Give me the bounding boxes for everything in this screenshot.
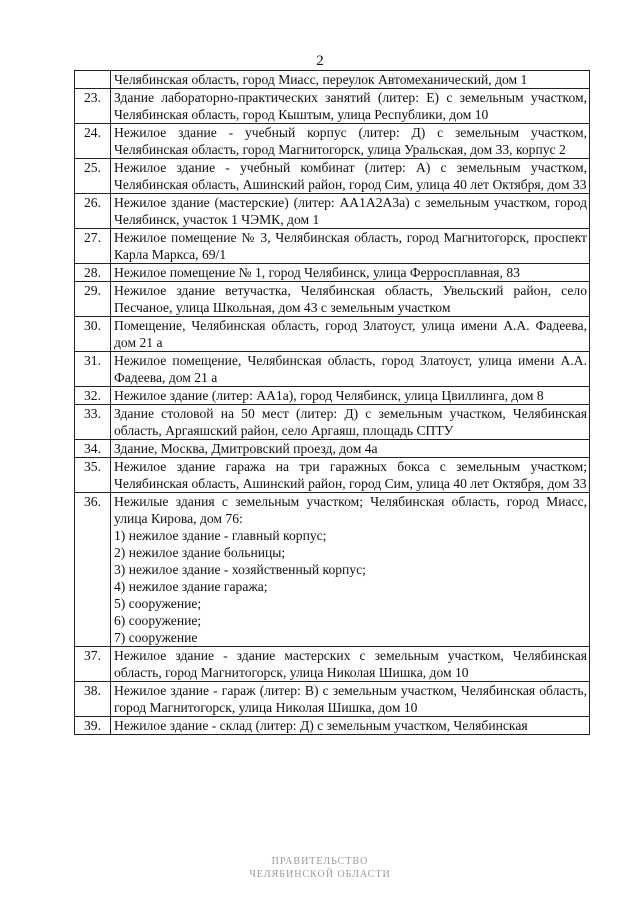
row-text: Здание лабораторно-практических занятий (литер: Е) с земельным участком, Челябинская область, город Кыштым, улица Республики, дом 10 [114,90,587,122]
row-description [111,405,590,440]
row-sub-item: 7) сооружение [114,630,198,645]
table-row [75,405,590,440]
row-text: Нежилое здание - гараж (литер: В) с земельным участком, Челябинская область, город Магнитогорск, улица Николая Шишка, дом 10 [114,683,587,715]
row-number: 23. [75,89,111,124]
row-text: Помещение, Челябинская область, город Златоуст, улица имени А.А. Фадеева, дом 21 а [114,318,587,350]
row-text: Нежилое здание (литер: АА1а), город Челябинск, улица Цвиллинга, дом 8 [114,388,544,403]
row-number: 36. [75,493,111,647]
row-number: 34. [75,440,111,458]
row-number: 25. [75,159,111,194]
row-number: 30. [75,317,111,352]
row-description [111,317,590,352]
row-description [111,264,590,282]
table-row [75,647,590,682]
row-number: 35. [75,458,111,493]
row-sub-item: 4) нежилое здание гаража; [114,579,268,594]
row-sub-item: 2) нежилое здание больницы; [114,545,286,560]
row-text: Нежилое здание - учебный корпус (литер: Д) с земельным участком, Челябинская область, город Магнитогорск, улица Уральская, дом 33, корпус 2 [114,125,587,157]
row-text: Нежилое здание гаража на три гаражных бокса с земельным участком; Челябинская область, Ашинский район, город Сим, улица 40 лет Октября, дом 33 [114,459,587,491]
row-description [111,352,590,387]
table-row [75,682,590,717]
row-description [111,458,590,493]
row-description [111,71,590,89]
table-row [75,194,590,229]
row-description [111,440,590,458]
row-description [111,647,590,682]
table-row [75,282,590,317]
table-row [75,458,590,493]
row-text: Нежилое здание - учебный комбинат (литер: А) с земельным участком, Челябинская область, Ашинский район, город Сим, улица 40 лет Октября, дом 33 [114,160,587,192]
row-number: 24. [75,124,111,159]
row-number: 29. [75,282,111,317]
row-sub-item: 3) нежилое здание - хозяйственный корпус; [114,562,366,577]
table-row [75,493,590,647]
row-description [111,682,590,717]
table-row [75,317,590,352]
row-sub-item: 5) сооружение; [114,596,202,611]
row-number: 28. [75,264,111,282]
table-row [75,159,590,194]
row-description [111,194,590,229]
row-text: Здание столовой на 50 мест (литер: Д) с земельным участком, Челябинская область, Аргаяшский район, село Аргаяш, площадь СПТУ [114,406,587,438]
row-sub-item: 6) сооружение; [114,613,202,628]
row-description [111,493,590,647]
table-body [75,71,590,735]
table-row [75,264,590,282]
row-description [111,387,590,405]
table-row [75,229,590,264]
row-description [111,89,590,124]
row-sub-item: 1) нежилое здание - главный корпус; [114,528,327,543]
table-row [75,440,590,458]
row-description [111,159,590,194]
table-row [75,387,590,405]
row-text: Нежилые здания с земельным участком; Челябинская область, город Миасс, улица Кирова, дом 76: [114,494,587,526]
row-description [111,229,590,264]
table-row [75,124,590,159]
property-list-table [74,70,590,735]
row-text: Челябинская область, город Миасс, переулок Автомеханический, дом 1 [114,72,528,87]
row-number: 37. [75,647,111,682]
row-text: Нежилое здание ветучастка, Челябинская область, Увельский район, село Песчаное, улица Школьная, дом 43 с земельным участком [114,283,587,315]
row-text: Нежилое помещение, Челябинская область, город Златоуст, улица имени А.А. Фадеева, дом 21 а [114,353,587,385]
row-description [111,124,590,159]
row-text: Нежилое здание - склад (литер: Д) с земельным участком, Челябинская [114,718,528,733]
row-text: Нежилое помещение № 3, Челябинская область, город Магнитогорск, проспект Карла Маркса, 69/1 [114,230,587,262]
row-text: Нежилое здание (мастерские) (литер: АА1А2А3а) с земельным участком, город Челябинск, участок 1 ЧЭМК, дом 1 [114,195,587,227]
stamp-line-1: ПРАВИТЕЛЬСТВО [271,856,369,867]
row-number: 31. [75,352,111,387]
row-text: Здание, Москва, Дмитровский проезд, дом 4а [114,441,378,456]
row-number: 27. [75,229,111,264]
row-description [111,282,590,317]
table-row [75,71,590,89]
row-number: 33. [75,405,111,440]
table-row [75,352,590,387]
row-number: 39. [75,717,111,735]
row-number: 32. [75,387,111,405]
row-number [75,71,111,89]
row-text: Нежилое помещение № 1, город Челябинск, улица Ферросплавная, 83 [114,265,520,280]
table-row [75,717,590,735]
row-number: 38. [75,682,111,717]
page-number: 2 [316,53,324,69]
stamp-line-2: ЧЕЛЯБИНСКОЙ ОБЛАСТИ [249,869,391,880]
row-description [111,717,590,735]
row-number: 26. [75,194,111,229]
row-text: Нежилое здание - здание мастерских с земельным участком, Челябинская область, город Магнитогорск, улица Николая Шишка, дом 10 [114,648,587,680]
table-row [75,89,590,124]
